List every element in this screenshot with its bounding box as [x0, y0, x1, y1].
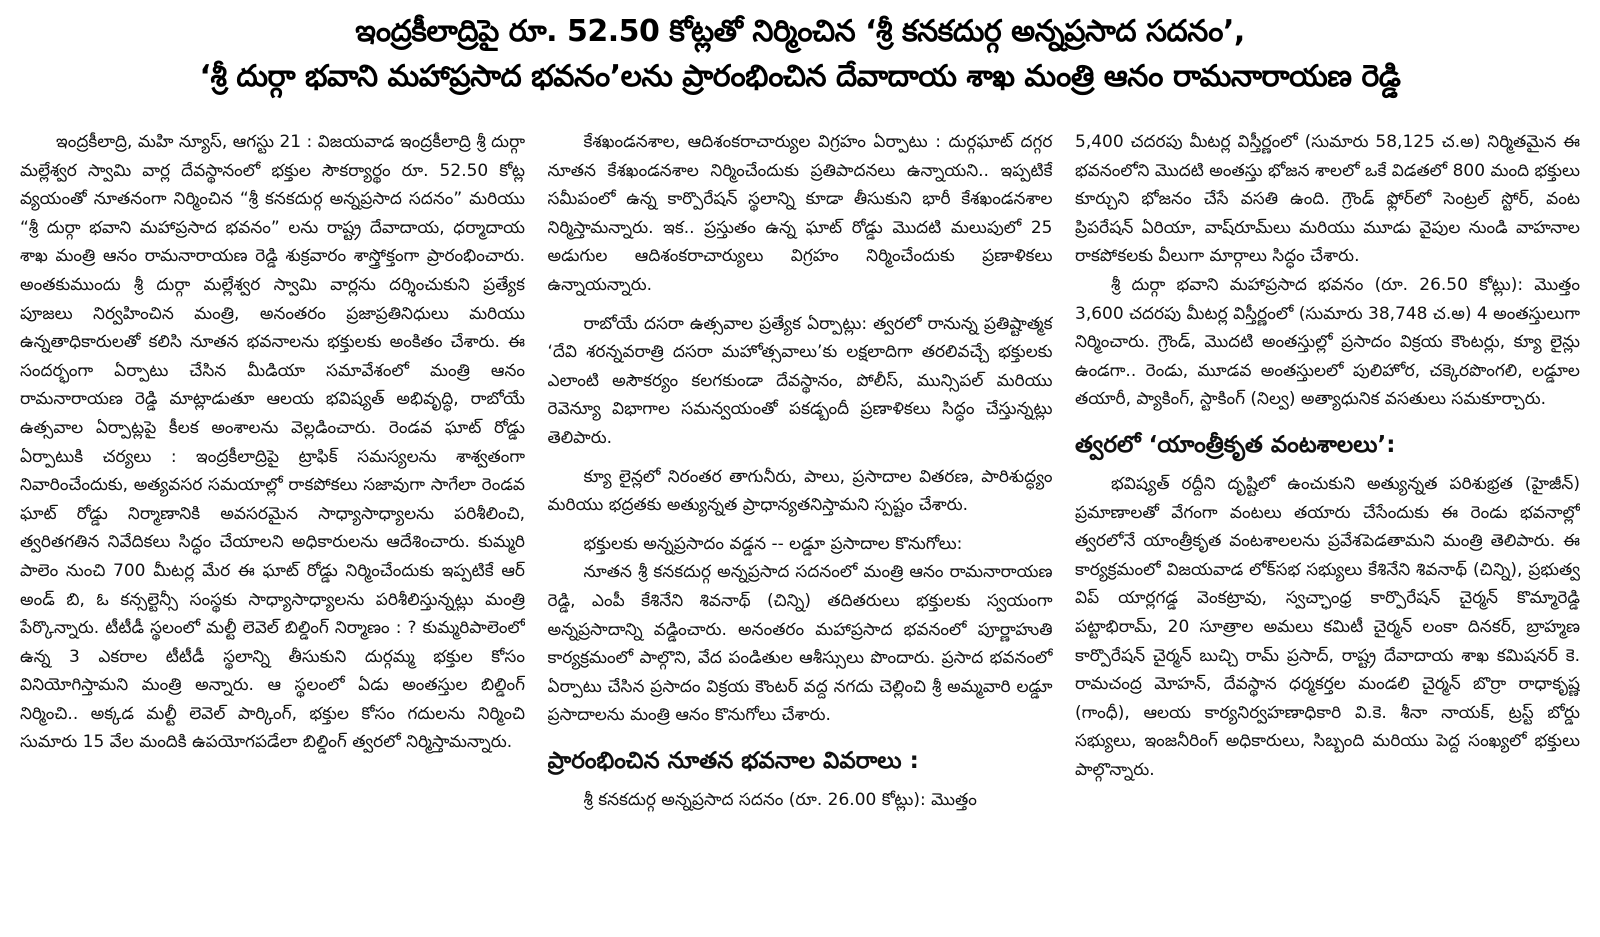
headline-line-1: ఇంద్రకీలాద్రిపై రూ. 52.50 కోట్లతో నిర్మించిన ‘శ్రీ కనకదుర్గ అన్నప్రసాద సదనం’,	[355, 14, 1245, 49]
paragraph-annaprasadam-heading: భక్తులకు అన్నప్రసాదం వడ్డన -- లడ్డూ ప్రసాదాల కొనుగోలు:	[583, 533, 963, 554]
section-heading-buildings: ప్రారంభించిన నూతన భవనాల వివరాలు :	[547, 747, 919, 774]
paragraph-intro: ఇంద్రకీలాద్రి, మహి న్యూస్, ఆగస్టు 21 : విజయవాడ ఇంద్రకీలాద్రి శ్రీ దుర్గా మల్లేశ్వర స్వామి వార్ల దేవస్థానంలో భక్తుల సౌకర్యార్థం రూ. 52.50 కోట్ల వ్యయంతో నూతనంగా నిర్మించిన “శ్రీ కనకదుర్గ అన్నప్రసాద సదనం” మరియు “శ్రీ దుర్గా భవాని మహాప్రసాద భవనం” లను రాష్ట్ర దేవాదాయ, ధర్మాదాయ శాఖ మంత్రి ఆనం రామనారాయణ రెడ్డి శుక్రవారం శాస్త్రోక్తంగా ప్రారంభించారు. అంతకుముందు శ్రీ దుర్గా మల్లేశ్వర స్వామి వార్లను దర్శించుకుని ప్రత్యేక పూజలు నిర్వహించిన మంత్రి, అనంతరం ప్రజాప్రతినిధులు మరియు ఉన్నతాధికారులతో కలిసి నూతన భవనాలను భక్తులకు అంకితం చేశారు. ఈ సందర్భంగా ఏర్పాటు చేసిన మీడియా సమావేశంలో మంత్రి ఆనం రామనారాయణ రెడ్డి మాట్లాడుతూ ఆలయ భవిష్యత్ అభివృద్ధి, రాబోయే ఉత్సవాల ఏర్పాట్లపై కీలక అంశాలను వెల్లడించారు. రెండవ ఘాట్ రోడ్డు ఏర్పాటుకి చర్యలు : ఇంద్రకీలాద్రిపై ట్రాఫిక్ సమస్యలను శాశ్వతంగా నివారించేందుకు, అత్యవసర సమయాల్లో రాకపోకలు సజావుగా సాగేలా రెండవ ఘాట్ రోడ్డు నిర్మాణానికి అవసరమైన సాధ్యాసాధ్యాలను పరిశీలించి, త్వరితగతిన నివేదికలు సిద్ధం చేయాలని అధికారులను ఆదేశించారు. కుమ్మరి పాలెం నుంచి 700 మీటర్ల మేర ఈ ఘాట్ రోడ్డు నిర్మించేందుకు ఇప్పటికే ఆర్ అండ్ బి, ఓ కన్సల్టెన్సీ సంస్థకు సాధ్యాసాధ్యాలను పరిశీలిస్తున్నట్లు మంత్రి పేర్కొన్నారు. టీటీడీ స్థలంలో మల్టీ లెవెల్ బిల్డింగ్ నిర్మాణం : ? కుమ్మరిపాలెంలో ఉన్న 3 ఎకరాల టీటీడీ స్థలాన్ని తీసుకుని దుర్గమ్మ భక్తుల కోసం వినియోగిస్తామని మంత్రి అన్నారు. ఆ స్థలంలో ఏడు అంతస్తుల బిల్డింగ్ నిర్మించి.. అక్కడ మల్టీ లెవెల్ పార్కింగ్, భక్తుల కోసం గదులను నిర్మించి సుమారు 15 వేల మందికి ఉపయోగపడేలా బిల్డింగ్ త్వరలో నిర్మిస్తామన్నారు.	[20, 132, 525, 753]
paragraph-keshakhandanashala: కేశఖండనశాల, ఆదిశంకరాచార్యుల విగ్రహం ఏర్పాటు : దుర్గఘాట్ దగ్గర నూతన కేశఖండనశాల నిర్మించేందుకు ప్రతిపాదనలు ఉన్నాయని.. ఇప్పటికే సమీపంలో ఉన్న కార్పొరేషన్ స్థలాన్ని కూడా తీసుకుని భారీ కేశఖండనశాల నిర్మిస్తామన్నారు. ఇక.. ప్రస్తుతం ఉన్న ఘాట్ రోడ్డు మొదటి మలుపులో 25 అడుగుల ఆదిశంకరాచార్యులు విగ్రహం నిర్మించేందుకు ప్రణాళికలు ఉన్నాయన్నారు.	[547, 132, 1053, 295]
article-column-2	[548, 128, 1053, 928]
paragraph-kitchens: భవిష్యత్ రద్దీని దృష్టిలో ఉంచుకుని అత్యున్నత పరిశుభ్రత (హైజీన్) ప్రమాణాలతో వేగంగా వంటలు తయారు చేసేందుకు ఈ రెండు భవనాల్లో త్వరలోనే యాంత్రీకృత వంటశాలలను ప్రవేశపెడతామని మంత్రి తెలిపారు. ఈ కార్యక్రమంలో విజయవాడ లోక్‌సభ సభ్యులు కేశినేని శివనాథ్ (చిన్ని), ప్రభుత్వ విప్ యార్లగడ్డ వెంకట్రావు, స్వచ్ఛాంధ్ర కార్పొరేషన్ చైర్మన్ కొమ్మారెడ్డి పట్టాభిరామ్, 20 సూత్రాల అమలు కమిటీ చైర్మన్ లంకా దినకర్, బ్రాహ్మణ కార్పొరేషన్ చైర్మన్ బుచ్చి రామ్ ప్రసాద్, రాష్ట్ర దేవాదాయ శాఖ కమిషనర్ కె. రామచంద్ర మోహన్, దేవస్థాన ధర్మకర్తల మండలి చైర్మన్ బొర్రా రాధాకృష్ణ (గాంధీ), ఆలయ కార్యనిర్వహణాధికారి వి.కె. శీనా నాయక్, ట్రస్ట్ బోర్డు సభ్యులు, ఇంజనీరింగ్ అధికారులు, సిబ్బంది మరియు పెద్ద సంఖ్యలో భక్తులు పాల్గొన్నారు.	[1075, 473, 1580, 780]
paragraph-mahaprasada-bhavanam: శ్రీ దుర్గా భవాని మహాప్రసాద భవనం (రూ. 26.50 కోట్లు): మొత్తం 3,600 చదరపు మీటర్ల విస్తీర్ణంలో (సుమారు 38,748 చ.అ) 4 అంతస్తులుగా నిర్మించారు. గ్రౌండ్, మొదటి అంతస్తుల్లో ప్రసాదం విక్రయ కౌంటర్లు, క్యూ లైన్లు ఉండగా.. రెండు, మూడవ అంతస్తులలో పులిహోర, చక్కెరపొంగలి, లడ్డూల తయారీ, ప్యాకింగ్, స్టాకింగ్ (నిల్వ) అత్యాధునిక వసతులు సమకూర్చారు.	[1075, 274, 1580, 410]
article-columns	[20, 128, 1580, 928]
headline-line-2: ‘శ్రీ దుర్గా భవాని మహాప్రసాద భవనం’లను ప్రారంభించిన దేవాదాయ శాఖ మంత్రి ఆనం రామనారాయణ రెడ్డి	[199, 59, 1401, 94]
paragraph-sadanam-details: 5,400 చదరపు మీటర్ల విస్తీర్ణంలో (సుమారు 58,125 చ.అ) నిర్మితమైన ఈ భవనంలోని మొదటి అంతస్తు భోజన శాలలో ఒకే విడతలో 800 మంది భక్తులు కూర్చుని భోజనం చేసే వసతి ఉంది. గ్రౌండ్ ఫ్లోర్‌లో సెంట్రల్ స్టోర్, వంట ప్రిపరేషన్ ఏరియా, వాష్‌రూమ్‌లు మరియు మూడు వైపుల నుండి వాహనాల రాకపోకలకు వీలుగా మార్గాలు సిద్ధం చేశారు.	[1075, 132, 1580, 267]
article-column-3	[1075, 128, 1580, 928]
article-column-1	[20, 128, 525, 928]
headline	[20, 10, 1580, 100]
paragraph-annaprasadam: నూతన శ్రీ కనకదుర్గ అన్నప్రసాద సదనంలో మంత్రి ఆనం రామనారాయణ రెడ్డి, ఎంపీ కేశినేని శివనాథ్ (చిన్ని) తదితరులు భక్తులకు స్వయంగా అన్నప్రసాదాన్ని వడ్డించారు. అనంతరం మహాప్రసాద భవనంలో పూర్ణాహుతి కార్యక్రమంలో పాల్గొని, వేద పండితుల ఆశీస్సులు పొందారు. ప్రసాద భవనంలో ఏర్పాటు చేసిన ప్రసాదం విక్రయ కౌంటర్ వద్ద నగదు చెల్లించి శ్రీ అమ్మవారి లడ్డూ ప్రసాదాలను మంత్రి ఆనం కొనుగోలు చేశారు.	[547, 562, 1053, 726]
section-heading-kitchens: త్వరలో ‘యాంత్రీకృత వంటశాలలు’:	[1075, 431, 1396, 458]
paragraph-dasara-arrangements: రాబోయే దసరా ఉత్సవాల ప్రత్యేక ఏర్పాట్లు: త్వరలో రానున్న ప్రతిష్టాత్మక ‘దేవి శరన్నవరాత్రి దసరా మహోత్సవాలు’కు లక్షలాదిగా తరలివచ్చే భక్తులకు ఎలాంటి అసౌకర్యం కలగకుండా దేవస్థానం, పోలీస్, మున్సిపల్ మరియు రెవెన్యూ విభాగాల సమన్వయంతో పకడ్బందీ ప్రణాళికలు సిద్ధం చేస్తున్నట్లు తెలిపారు.	[547, 313, 1053, 448]
paragraph-queue-lines: క్యూ లైన్లలో నిరంతర తాగునీరు, పాలు, ప్రసాదాల వితరణ, పారిశుద్ధ్యం మరియు భద్రతకు అత్యున్నత ప్రాధాన్యతనిస్తామని స్పష్టం చేశారు.	[547, 466, 1053, 516]
paragraph-kanakadurga-sadanam: శ్రీ కనకదుర్గ అన్నప్రసాద సదనం (రూ. 26.00 కోట్లు): మొత్తం	[583, 789, 977, 810]
